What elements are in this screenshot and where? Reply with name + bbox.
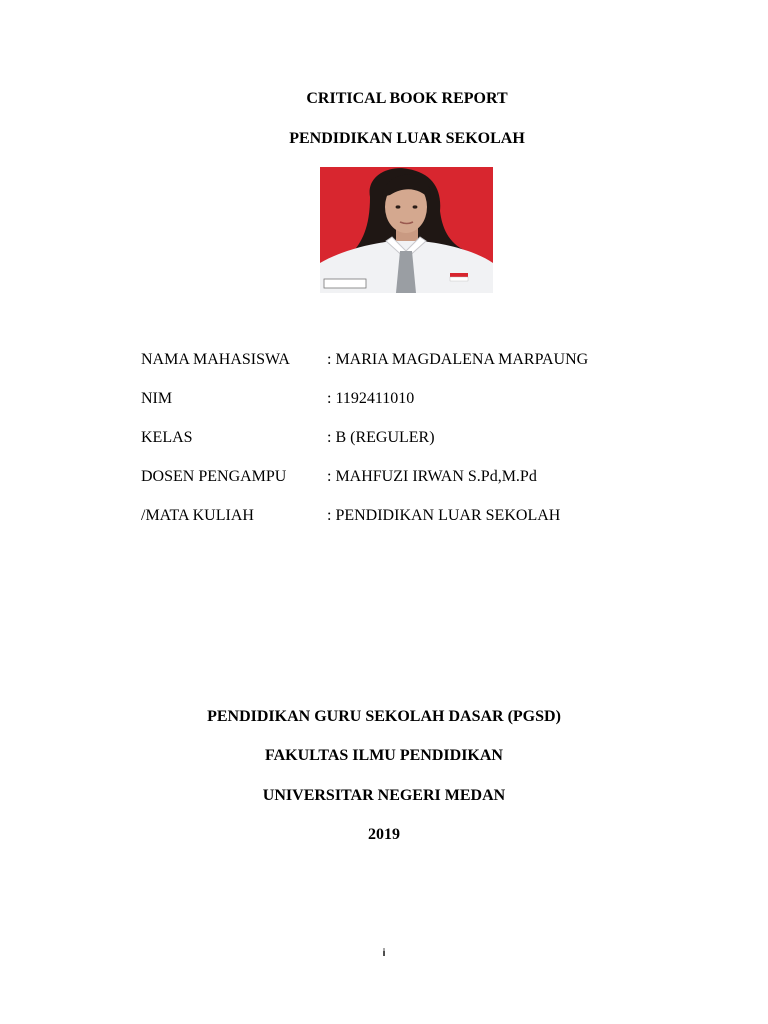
info-value: : 1192411010 [327, 390, 415, 407]
page-number: i [382, 948, 386, 959]
student-portrait-image [320, 167, 493, 293]
university-name: UNIVERSITAR NEGERI MEDAN [262, 787, 506, 804]
info-label: KELAS [141, 429, 193, 446]
report-subtitle: PENDIDIKAN LUAR SEKOLAH [289, 130, 525, 147]
info-value: : PENDIDIKAN LUAR SEKOLAH [327, 507, 561, 524]
report-year: 2019 [368, 826, 400, 843]
program-name: PENDIDIKAN GURU SEKOLAH DASAR (PGSD) [207, 708, 561, 725]
info-value: : B (REGULER) [327, 429, 435, 446]
student-photo [320, 167, 493, 293]
info-label: NAMA MAHASISWA [141, 351, 290, 368]
info-label: NIM [141, 390, 173, 407]
info-label: /MATA KULIAH [141, 507, 254, 524]
report-title: CRITICAL BOOK REPORT [306, 90, 508, 107]
info-label: DOSEN PENGAMPU [141, 468, 287, 485]
faculty-name: FAKULTAS ILMU PENDIDIKAN [265, 747, 503, 764]
info-value: : MAHFUZI IRWAN S.Pd,M.Pd [327, 468, 537, 485]
info-value: : MARIA MAGDALENA MARPAUNG [327, 351, 589, 368]
